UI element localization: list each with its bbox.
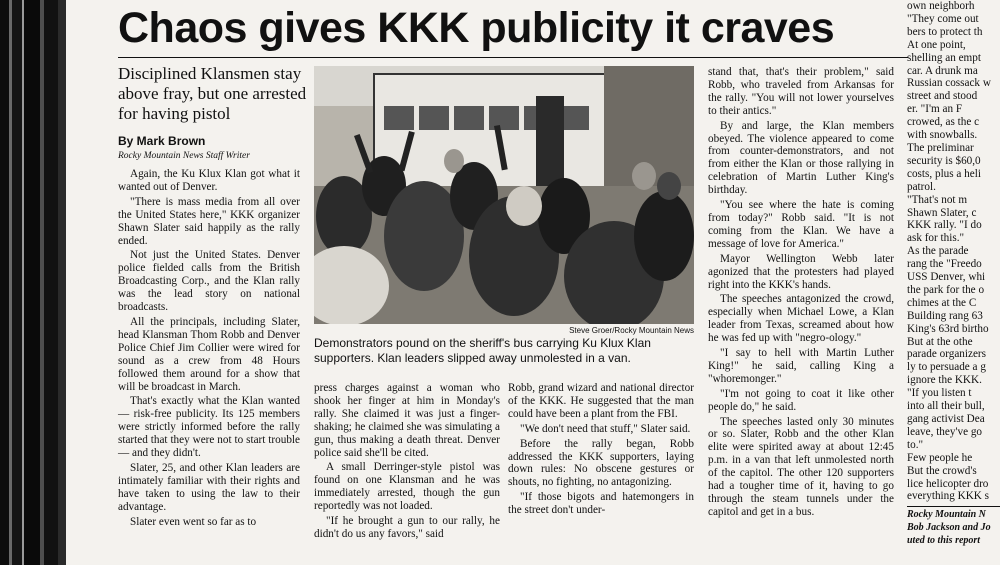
text-line: shelling an empt: [907, 51, 981, 64]
article-column-5-cropped: [907, 0, 1000, 548]
article-column-2: [314, 382, 500, 543]
paragraph: "If he brought a gun to our rally, he didn't do us any favors," said: [314, 515, 500, 540]
text-line: Building rang 63: [907, 309, 983, 322]
text-line: Shawn Slater, c: [907, 206, 977, 219]
article-column-4: [708, 66, 894, 521]
photo-caption: Demonstrators pound on the sheriff's bus carrying Ku Klux Klan supporters. Klan leaders slipped away unmolested in a van.: [314, 336, 651, 365]
text-line: ignore the KKK.: [907, 374, 982, 387]
deck-subheadline: Disciplined Klansmen stay above fray, but one arrested for having pistol: [118, 64, 307, 123]
contributor-note: Bob Jackson and Jo: [907, 522, 991, 534]
article-column-1: [118, 168, 300, 530]
text-line: er. "I'm an F: [907, 103, 963, 116]
text-line: into all their bull,: [907, 400, 985, 413]
paragraph: Again, the Ku Klux Klan got what it wanted out of Denver.: [118, 168, 300, 193]
text-line: As the parade: [907, 245, 969, 258]
text-line: car. A drunk ma: [907, 64, 978, 77]
paragraph: "I'm not going to coat it like other people do," he said.: [708, 387, 894, 413]
text-line: "They come out: [907, 12, 979, 25]
paragraph: A small Derringer-style pistol was found on one Klansman and he was immediately arrested, though the gun reportedly was not loaded.: [314, 461, 500, 513]
paragraph: By and large, the Klan members obeyed. The violence appeared to come from counter-demonstrators, and not from either the Klan or those rallying in celebration of Martin Luther King's birthday.: [708, 119, 894, 197]
paragraph: Not just the United States. Denver police fielded calls from the British Broadcasting Corp., and the Klan rally was the lead story on national broadcasts.: [118, 249, 300, 314]
headline-rule: [118, 57, 908, 58]
text-line: At one point,: [907, 38, 966, 51]
text-line: patrol.: [907, 180, 936, 193]
news-photo: [314, 66, 694, 324]
text-line: chimes at the C: [907, 296, 977, 309]
article-column-3: [508, 382, 694, 519]
text-line: But the crowd's: [907, 464, 977, 477]
paragraph: Slater, 25, and other Klan leaders are intimately familiar with their rights and have taken to using the law to their advantage.: [118, 461, 300, 513]
paragraph: "You see where the hate is coming from today?" Robb said. "It is not coming from the Klan. We have a message of love for America.": [708, 199, 894, 250]
text-line: The preliminar: [907, 141, 974, 154]
text-line: USS Denver, whi: [907, 271, 986, 284]
text-line: ask for this.": [907, 232, 965, 245]
contributor-note: uted to this report: [907, 535, 981, 547]
text-line: to.": [907, 438, 924, 451]
text-line: "If you listen t: [907, 387, 972, 400]
paragraph: "If those bigots and hatemongers in the street don't under-: [508, 491, 694, 517]
adjacent-page-edge: [0, 0, 66, 565]
paragraph: stand that, that's their problem," said Robb, who traveled from Arkansas for the rally. "You will not lower yourselves to their antics.": [708, 66, 894, 117]
text-line: crowed, as the c: [907, 116, 980, 129]
text-line: KKK rally. "I do: [907, 219, 982, 232]
paragraph: Mayor Wellington Webb later agonized that the protesters had played right into the KKK's hands.: [708, 252, 894, 291]
text-line: own neighborh: [907, 0, 975, 12]
text-line: security is $60,0: [907, 154, 981, 167]
paragraph: The speeches antagonized the crowd, especially when Michael Lowe, a Klan leader from Texas, screamed about how he was fed up with "negro-ology.": [708, 293, 894, 345]
text-line: with snowballs.: [907, 129, 978, 142]
text-line: But at the othe: [907, 335, 973, 348]
headline: Chaos gives KKK publicity it craves: [118, 4, 835, 52]
paragraph: press charges against a woman who shook her finger at him in Monday's rally. She claimed it was just a finger-shaking; he claimed she was simulating a gun, thus making a death threat. Denver police said she'll be cited.: [314, 382, 500, 459]
photo-credit: Steve Groer/Rocky Mountain News: [569, 326, 694, 335]
byline: By Mark Brown: [118, 134, 206, 148]
paragraph: The speeches lasted only 30 minutes or so. Slater, Robb and the other Klan elite were spirited away at about 12:45 p.m. in a van that left unmolested north of the capitol. The other 120 supporters had a tougher time of it, having to go through the steam tunnels under the capitol and get in a bus.: [708, 415, 894, 518]
footer-rule: [907, 506, 1000, 507]
text-line: costs, plus a heli: [907, 167, 981, 180]
text-line: bers to protect th: [907, 25, 983, 38]
text-line: everything KKK s: [907, 490, 990, 503]
paragraph: Slater even went so far as to: [130, 515, 257, 528]
text-line: "That's not m: [907, 193, 968, 206]
byline-affiliation: Rocky Mountain News Staff Writer: [118, 151, 250, 161]
text-line: rang the "Freedo: [907, 258, 982, 271]
contributor-note: Rocky Mountain N: [907, 509, 986, 521]
text-line: gang activist Dea: [907, 413, 985, 425]
crowd-bus-photo-image: [314, 66, 694, 324]
text-line: street and stood: [907, 90, 978, 103]
text-line: leave, they've go: [907, 425, 983, 438]
text-line: Few people he: [907, 451, 973, 464]
paragraph: All the principals, including Slater, head Klansman Thom Robb and Denver Police Chief Jim Collier were wired for sound as a crew from 48 Hours followed them around for a show that will be broadcast in March.: [118, 315, 300, 393]
paragraph: "I say to hell with Martin Luther King!" he said, calling King a "whoremonger.": [708, 347, 894, 385]
text-line: the park for the o: [907, 283, 985, 296]
paragraph: Before the rally began, Robb addressed the KKK supporters, laying down rules: No obscene gestures or shouts, no fighting, no antagonizing.: [508, 437, 694, 489]
text-line: King's 63rd birtho: [907, 322, 989, 335]
paragraph: Robb, grand wizard and national director of the KKK. He suggested that the man could have been a plant from the FBI.: [508, 382, 694, 420]
text-line: Russian cossack w: [907, 77, 991, 90]
text-line: lice helicopter dro: [907, 477, 989, 490]
paragraph: "There is mass media from all over the United States here," KKK organizer Shawn Slater said happily as the rally ended.: [118, 195, 300, 247]
text-line: ly to persuade a g: [907, 361, 986, 374]
paragraph: That's exactly what the Klan wanted — risk-free publicity. Its 125 members were strictly informed before the rally started that they were not to start trouble — and they didn't.: [118, 395, 300, 460]
paragraph: "We don't need that stuff," Slater said.: [520, 422, 691, 435]
text-line: parade organizers: [907, 348, 986, 361]
